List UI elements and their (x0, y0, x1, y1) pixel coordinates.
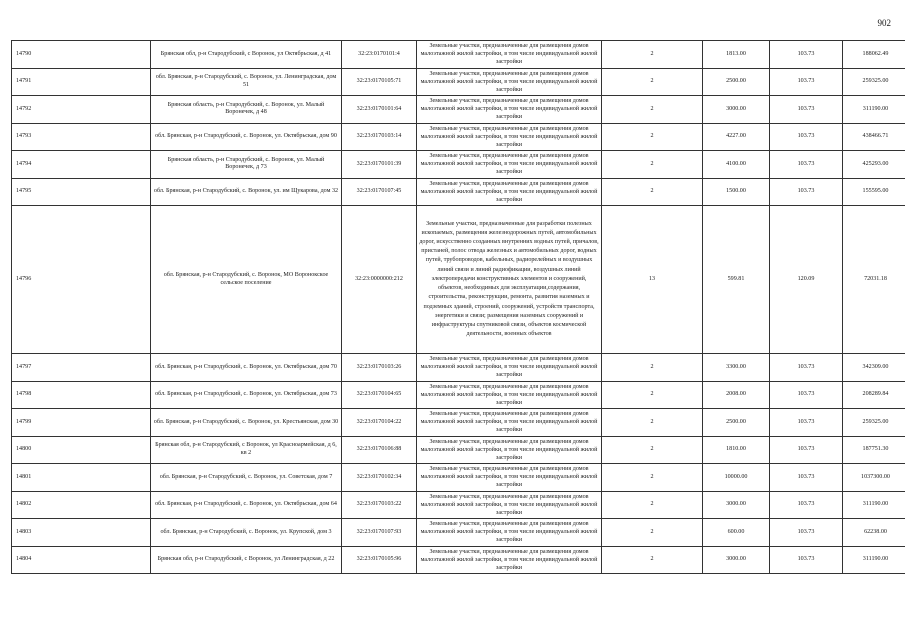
cell-area: 3000.00 (703, 546, 770, 574)
cell-use-code: 2 (602, 151, 703, 179)
table-body (12, 41, 905, 574)
cell-address: Брянская обл, р-н Стародубский, с Воронок, ул Красноармейская, д 6, кв 2 (151, 436, 342, 464)
cell-address: обл. Брянская, р-н Стародубский, с. Воронок, ул. Октябрьская, дом 90 (151, 123, 342, 151)
cell-cadastral-value: 208289.84 (843, 381, 905, 409)
cell-specific-value: 103.73 (770, 491, 843, 519)
cell-cadastral-number: 32:23:0170101:39 (342, 151, 417, 179)
cell-area: 599.81 (703, 206, 770, 354)
cell-area: 2500.00 (703, 68, 770, 96)
cell-use-code: 2 (602, 381, 703, 409)
cell-area: 4100.00 (703, 151, 770, 179)
cell-cadastral-value: 155595.00 (843, 178, 905, 206)
cell-use-code: 2 (602, 68, 703, 96)
cell-land-use: Земельные участки, предназначенные для размещения домов малоэтажной жилой застройки, в том числе индивидуальной жилой застройки (417, 409, 602, 437)
cell-use-code: 2 (602, 464, 703, 492)
table-row (12, 491, 905, 519)
cell-area: 1500.00 (703, 178, 770, 206)
table-row (12, 96, 905, 124)
cell-record-id: 14798 (12, 381, 151, 409)
cell-area: 3300.00 (703, 354, 770, 382)
cell-land-use: Земельные участки, предназначенные для размещения домов малоэтажной жилой застройки, в том числе индивидуальной жилой застройки (417, 381, 602, 409)
cell-land-use: Земельные участки, предназначенные для размещения домов малоэтажной жилой застройки, в том числе индивидуальной жилой застройки (417, 178, 602, 206)
cell-cadastral-value: 259325.00 (843, 68, 905, 96)
cell-area: 2500.00 (703, 409, 770, 437)
cell-cadastral-value: 311190.00 (843, 546, 905, 574)
table-row (12, 178, 905, 206)
cell-cadastral-value: 259325.00 (843, 409, 905, 437)
cell-record-id: 14796 (12, 206, 151, 354)
cell-address: Брянская область, р-н Стародубский, с. Воронок, ул. Малый Воронечек, д 48 (151, 96, 342, 124)
cell-cadastral-value: 311190.00 (843, 491, 905, 519)
table-row (12, 41, 905, 69)
table-row (12, 151, 905, 179)
cell-use-code: 2 (602, 96, 703, 124)
cell-area: 3000.00 (703, 491, 770, 519)
cell-address: Брянская обл, р-н Стародубский, с Воронок, ул Ленинградская, д 22 (151, 546, 342, 574)
cell-land-use: Земельные участки, предназначенные для размещения домов малоэтажной жилой застройки, в том числе индивидуальной жилой застройки (417, 491, 602, 519)
cell-land-use: Земельные участки, предназначенные для размещения домов малоэтажной жилой застройки, в том числе индивидуальной жилой застройки (417, 519, 602, 547)
cell-record-id: 14799 (12, 409, 151, 437)
cell-cadastral-number: 32:23:0170103:14 (342, 123, 417, 151)
table-row (12, 519, 905, 547)
cell-address: Брянская область, р-н Стародубский, с. Воронок, ул. Малый Воронечек, д 73 (151, 151, 342, 179)
cell-specific-value: 103.73 (770, 96, 843, 124)
cell-area: 600.00 (703, 519, 770, 547)
table-row (12, 381, 905, 409)
cell-record-id: 14794 (12, 151, 151, 179)
cell-address: обл. Брянская, р-н Стародубский, с. Воронок, ул. Октябрьская, дом 64 (151, 491, 342, 519)
cell-record-id: 14795 (12, 178, 151, 206)
cell-specific-value: 103.73 (770, 68, 843, 96)
cell-cadastral-number: 32:23:0170103:22 (342, 491, 417, 519)
cell-use-code: 2 (602, 519, 703, 547)
cell-land-use: Земельные участки, предназначенные для разработки полезных ископаемых, размещения железнодорожных путей, автомобильных дорог, искусственно созданных внутренних водных путей, причалов, пристаней, полос отвода железных и автомобильных дорог, водных путей, трубопроводов, кабельных, радиорелейных и воздушных линий связи и линий радиофикации, воздушных линий электропередачи конструктивных элементов и сооружений, объектов, необходимых для эксплуатации,содержания, строительства, реконструкции, ремонта, развития наземных и подземных зданий, строений, сооружений, устройств транспорта, энергетики и связи; размещения наземных сооружений и инфраструктуры спутниковой связи, объектов космической деятельности, военных объектов (417, 206, 602, 354)
table-row (12, 68, 905, 96)
cell-use-code: 2 (602, 409, 703, 437)
cell-area: 4227.00 (703, 123, 770, 151)
cell-land-use: Земельные участки, предназначенные для размещения домов малоэтажной жилой застройки, в том числе индивидуальной жилой застройки (417, 546, 602, 574)
cell-cadastral-number: 32:23:0170107:45 (342, 178, 417, 206)
cell-area: 10000.00 (703, 464, 770, 492)
cell-address: обл. Брянская, р-н Стародубский, с. Воронок, МО Воронокское сельское поселение (151, 206, 342, 354)
cell-record-id: 14792 (12, 96, 151, 124)
cell-land-use: Земельные участки, предназначенные для размещения домов малоэтажной жилой застройки, в том числе индивидуальной жилой застройки (417, 41, 602, 69)
table-row (12, 123, 905, 151)
cell-cadastral-number: 32:23:0170103:26 (342, 354, 417, 382)
cell-cadastral-value: 188062.49 (843, 41, 905, 69)
cell-address: обл. Брянская, р-н Стародубский, с. Воронок, ул. Крестьянская, дом 30 (151, 409, 342, 437)
cell-land-use: Земельные участки, предназначенные для размещения домов малоэтажной жилой застройки, в том числе индивидуальной жилой застройки (417, 96, 602, 124)
cell-specific-value: 103.73 (770, 178, 843, 206)
cell-cadastral-number: 32:23:0170105:96 (342, 546, 417, 574)
cell-land-use: Земельные участки, предназначенные для размещения домов малоэтажной жилой застройки, в том числе индивидуальной жилой застройки (417, 68, 602, 96)
cell-address: обл. Брянская, р-н Стародубский, с. Воронок, ул. Крупской, дом 3 (151, 519, 342, 547)
cell-address: обл. Брянская, р-н Стародубский, с. Воронок, ул. Советская, дом 7 (151, 464, 342, 492)
cell-specific-value: 103.73 (770, 436, 843, 464)
cell-specific-value: 103.73 (770, 546, 843, 574)
cell-record-id: 14802 (12, 491, 151, 519)
cell-cadastral-value: 62238.00 (843, 519, 905, 547)
cell-cadastral-number: 32:23:0170106:88 (342, 436, 417, 464)
cell-specific-value: 103.73 (770, 464, 843, 492)
cell-land-use: Земельные участки, предназначенные для размещения домов малоэтажной жилой застройки, в том числе индивидуальной жилой застройки (417, 436, 602, 464)
cell-specific-value: 103.73 (770, 354, 843, 382)
cell-specific-value: 103.73 (770, 151, 843, 179)
cell-record-id: 14797 (12, 354, 151, 382)
cell-land-use: Земельные участки, предназначенные для размещения домов малоэтажной жилой застройки, в том числе индивидуальной жилой застройки (417, 151, 602, 179)
cell-cadastral-value: 342309.00 (843, 354, 905, 382)
cell-cadastral-value: 72031.18 (843, 206, 905, 354)
cell-cadastral-number: 32:23:0170102:34 (342, 464, 417, 492)
cell-land-use: Земельные участки, предназначенные для размещения домов малоэтажной жилой застройки, в том числе индивидуальной жилой застройки (417, 123, 602, 151)
page-number: 902 (877, 18, 891, 28)
cell-cadastral-value: 187751.30 (843, 436, 905, 464)
cell-specific-value: 103.73 (770, 381, 843, 409)
cell-area: 2008.00 (703, 381, 770, 409)
cell-use-code: 2 (602, 178, 703, 206)
cell-cadastral-number: 32:23:0170105:71 (342, 68, 417, 96)
cell-record-id: 14803 (12, 519, 151, 547)
table-row (12, 206, 905, 354)
cell-record-id: 14801 (12, 464, 151, 492)
cell-land-use: Земельные участки, предназначенные для размещения домов малоэтажной жилой застройки, в том числе индивидуальной жилой застройки (417, 354, 602, 382)
cell-area: 1810.00 (703, 436, 770, 464)
cell-cadastral-number: 32:23:0170104:65 (342, 381, 417, 409)
cell-cadastral-value: 311190.00 (843, 96, 905, 124)
cell-record-id: 14793 (12, 123, 151, 151)
table-row (12, 354, 905, 382)
table-row (12, 409, 905, 437)
cell-land-use: Земельные участки, предназначенные для размещения домов малоэтажной жилой застройки, в том числе индивидуальной жилой застройки (417, 464, 602, 492)
table-row (12, 546, 905, 574)
table-row (12, 436, 905, 464)
cell-use-code: 2 (602, 546, 703, 574)
cell-record-id: 14791 (12, 68, 151, 96)
cell-use-code: 2 (602, 354, 703, 382)
cell-cadastral-value: 425293.00 (843, 151, 905, 179)
cell-use-code: 2 (602, 491, 703, 519)
cell-use-code: 2 (602, 41, 703, 69)
cell-use-code: 13 (602, 206, 703, 354)
cell-cadastral-number: 32:23:0000000:212 (342, 206, 417, 354)
cell-cadastral-value: 438466.71 (843, 123, 905, 151)
cell-use-code: 2 (602, 123, 703, 151)
cell-address: обл. Брянская, р-н Стародубский, с. Воронок, ул. им Щукарова, дом 32 (151, 178, 342, 206)
cell-cadastral-number: 32:23:0170101:4 (342, 41, 417, 69)
cell-address: Брянская обл, р-н Стародубский, с Воронок, ул Октябрьская, д 41 (151, 41, 342, 69)
land-registry-table (11, 40, 905, 574)
cell-use-code: 2 (602, 436, 703, 464)
cell-cadastral-number: 32:23:0170104:22 (342, 409, 417, 437)
cell-address: обл. Брянская, р-н Стародубский, с. Воронок, ул. Октябрьская, дом 70 (151, 354, 342, 382)
cell-area: 1813.00 (703, 41, 770, 69)
cell-address: обл. Брянская, р-н Стародубский, с. Воронок, ул. Октябрьская, дом 73 (151, 381, 342, 409)
cell-specific-value: 103.73 (770, 409, 843, 437)
table-row (12, 464, 905, 492)
cell-cadastral-number: 32:23:0170107:93 (342, 519, 417, 547)
cell-specific-value: 103.73 (770, 123, 843, 151)
cell-record-id: 14790 (12, 41, 151, 69)
cell-specific-value: 103.73 (770, 41, 843, 69)
cell-specific-value: 120.09 (770, 206, 843, 354)
cell-cadastral-value: 1037300.00 (843, 464, 905, 492)
cell-area: 3000.00 (703, 96, 770, 124)
cell-address: обл. Брянская, р-н Стародубский, с. Воронок, ул. Ленинградская, дом 51 (151, 68, 342, 96)
cell-cadastral-number: 32:23:0170101:64 (342, 96, 417, 124)
cell-record-id: 14800 (12, 436, 151, 464)
cell-specific-value: 103.73 (770, 519, 843, 547)
cell-record-id: 14804 (12, 546, 151, 574)
